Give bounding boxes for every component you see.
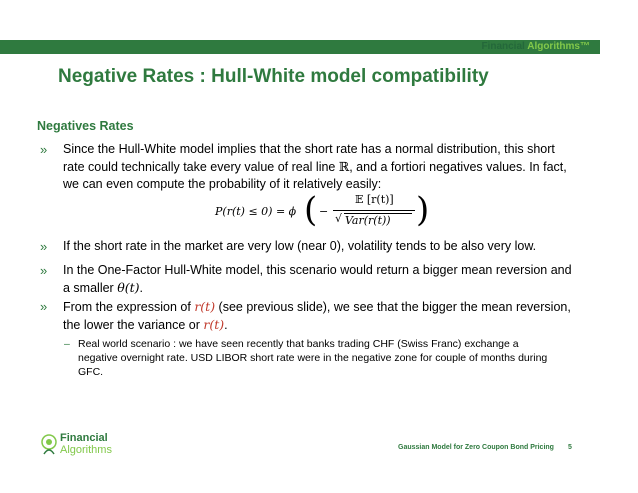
bullet-1-line2 [63, 158, 603, 176]
logo-text-2: Algorithms [60, 444, 112, 456]
bullet-4-line2 [63, 316, 603, 334]
bullet-4-line2-end: . [224, 318, 228, 332]
bullet-1-line1: Since the Hull-White model implies that the short rate has a normal distribution, this short [63, 142, 555, 156]
bullet-marker: » [40, 263, 48, 278]
probability-formula [215, 190, 430, 233]
bullet-1-line2-end: , and a fortiori negatives values. In fact, [349, 160, 567, 174]
bullet-3-line2 [63, 279, 603, 297]
logo-text-1: Financial [60, 432, 108, 444]
header-bar [0, 40, 600, 54]
brand-part1: Financial [481, 41, 525, 52]
bullet-1-line2-text: rate could technically take every value of real line [63, 160, 339, 174]
section-heading: Negatives Rates [37, 119, 134, 133]
formula-minus: − [319, 205, 329, 218]
real-line-symbol: ℝ [338, 159, 350, 174]
sub-bullet-marker: – [64, 338, 70, 350]
slide-title: Negative Rates : Hull-White model compatibility [58, 66, 489, 87]
formula-right-paren: ) [416, 190, 430, 230]
bullet-3-line2-end: . [139, 281, 143, 295]
brand-label [481, 41, 590, 52]
footer-title: Gaussian Model for Zero Coupon Bond Pricing [398, 444, 554, 451]
bullet-2-line1: If the short rate in the market are very low (near 0), volatility tends to be also very low. [63, 239, 537, 253]
page-number: 5 [568, 444, 572, 451]
bullet-marker: » [40, 239, 48, 254]
r-t-symbol-2: r(t) [203, 317, 225, 332]
sub-bullet-line2: negative overnight rate. USD LIBOR short rate were in the negative zone for couple of months during [78, 352, 548, 364]
sub-bullet-line3: GFC. [78, 366, 104, 378]
brand-part2: Algorithms™ [524, 41, 590, 52]
theta-symbol: θ(t) [117, 280, 140, 295]
bullet-1 [40, 141, 603, 193]
bullet-3-line1: In the One-Factor Hull-White model, this scenario would return a bigger mean reversion and [63, 263, 572, 277]
bullet-4-line1-post: (see previous slide), we see that the bigger the mean reversion, [215, 300, 571, 314]
sub-bullet [64, 337, 598, 379]
bullet-4-line1-pre: From the expression of [63, 300, 195, 314]
r-t-symbol: r(t) [194, 299, 216, 314]
formula-denominator: Var(r(t)) [345, 214, 391, 227]
sqrt-icon: √ [335, 212, 343, 225]
bullet-3-line2-text: a smaller [63, 281, 118, 295]
bullet-1-line3: we can even compute the probability of it relatively easily: [63, 177, 382, 191]
bullet-4 [40, 298, 603, 334]
formula-numerator: 𝔼 [r(t)] [355, 193, 394, 206]
sub-bullet-line1: Real world scenario : we have seen recently that banks trading CHF (Swiss Franc) exchange a [78, 338, 519, 350]
formula-left-paren: ( [304, 190, 318, 230]
footer-logo [40, 432, 170, 462]
bullet-3 [40, 262, 603, 297]
formula-lhs: P(r(t) ≤ 0) = ϕ [215, 205, 297, 218]
bullet-2 [40, 238, 603, 255]
bullet-4-line2-pre: the lower the variance or [63, 318, 204, 332]
bullet-marker: » [40, 299, 48, 314]
bullet-marker: » [40, 142, 48, 157]
fraction-bar [333, 210, 415, 211]
bullet-4-line1 [63, 298, 603, 316]
